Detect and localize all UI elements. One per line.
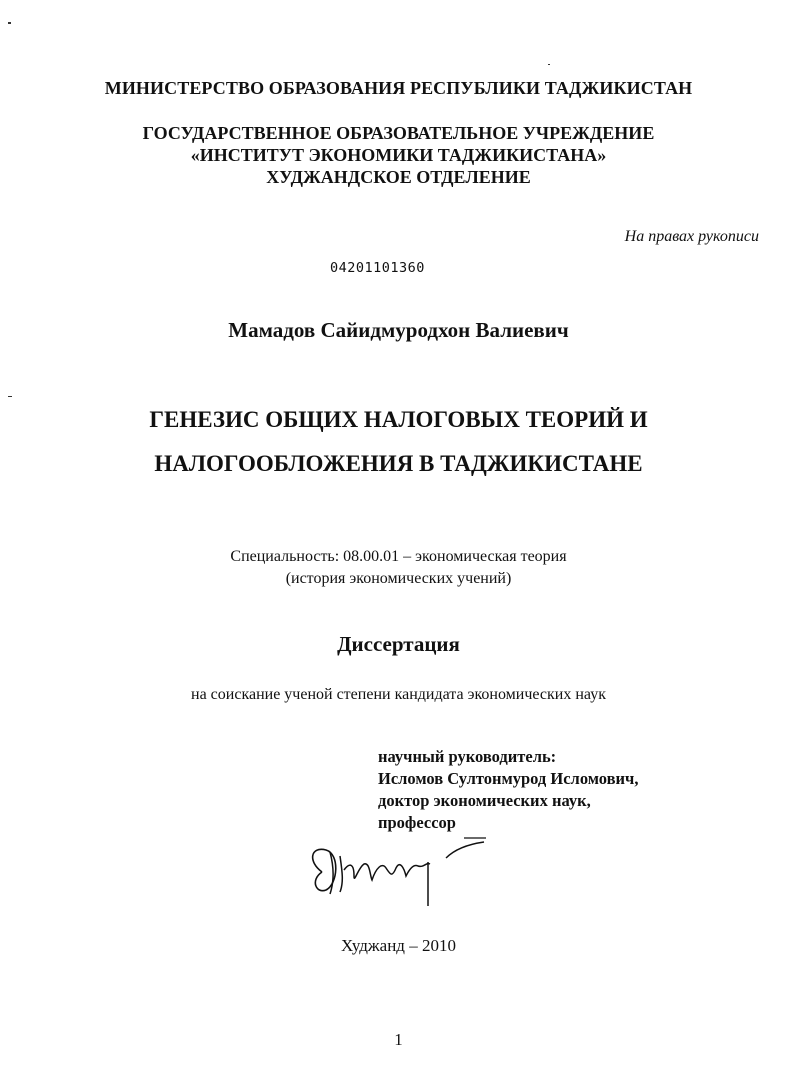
specialty-line-2: (история экономических учений) — [285, 570, 512, 587]
author-name: Мамадов Сайидмуродхон Валиевич — [228, 318, 569, 342]
institution-line-3: ХУДЖАНДСКОЕ ОТДЕЛЕНИЕ — [266, 167, 531, 187]
scan-artifact — [548, 64, 550, 65]
dissertation-title — [0, 398, 797, 486]
institution-line-1: ГОСУДАРСТВЕННОЕ ОБРАЗОВАТЕЛЬНОЕ УЧРЕЖДЕНИЕ — [142, 123, 655, 143]
specialty — [0, 546, 797, 590]
title-line-2: НАЛОГООБЛОЖЕНИЯ В ТАДЖИКИСТАНЕ — [154, 451, 643, 476]
institution-line-2: «ИНСТИТУТ ЭКОНОМИКИ ТАДЖИКИСТАНА» — [190, 145, 607, 165]
supervisor-label: научный руководитель: — [378, 747, 557, 766]
document-type: Диссертация — [337, 632, 460, 656]
supervisor-degree: доктор экономических наук, — [378, 791, 591, 810]
institution-heading — [0, 122, 797, 188]
scan-artifact — [8, 22, 11, 24]
supervisor-rank: профессор — [378, 813, 456, 832]
registration-number: 04201101360 — [330, 260, 425, 276]
page-number: 1 — [394, 1030, 403, 1049]
rights-note: На правах рукописи — [624, 228, 759, 245]
degree-sought: на соискание ученой степени кандидата экономических наук — [191, 686, 606, 703]
city-year: Худжанд – 2010 — [341, 936, 456, 955]
supervisor-name: Исломов Султонмурод Исломович, — [378, 769, 639, 788]
title-line-1: ГЕНЕЗИС ОБЩИХ НАЛОГОВЫХ ТЕОРИЙ И — [149, 407, 648, 432]
scan-artifact — [8, 396, 12, 397]
handwritten-signature — [300, 832, 500, 912]
supervisor-block — [378, 746, 638, 834]
ministry-heading: МИНИСТЕРСТВО ОБРАЗОВАНИЯ РЕСПУБЛИКИ ТАДЖИКИСТАН — [104, 78, 693, 98]
specialty-line-1: Специальность: 08.00.01 – экономическая теория — [230, 548, 567, 565]
